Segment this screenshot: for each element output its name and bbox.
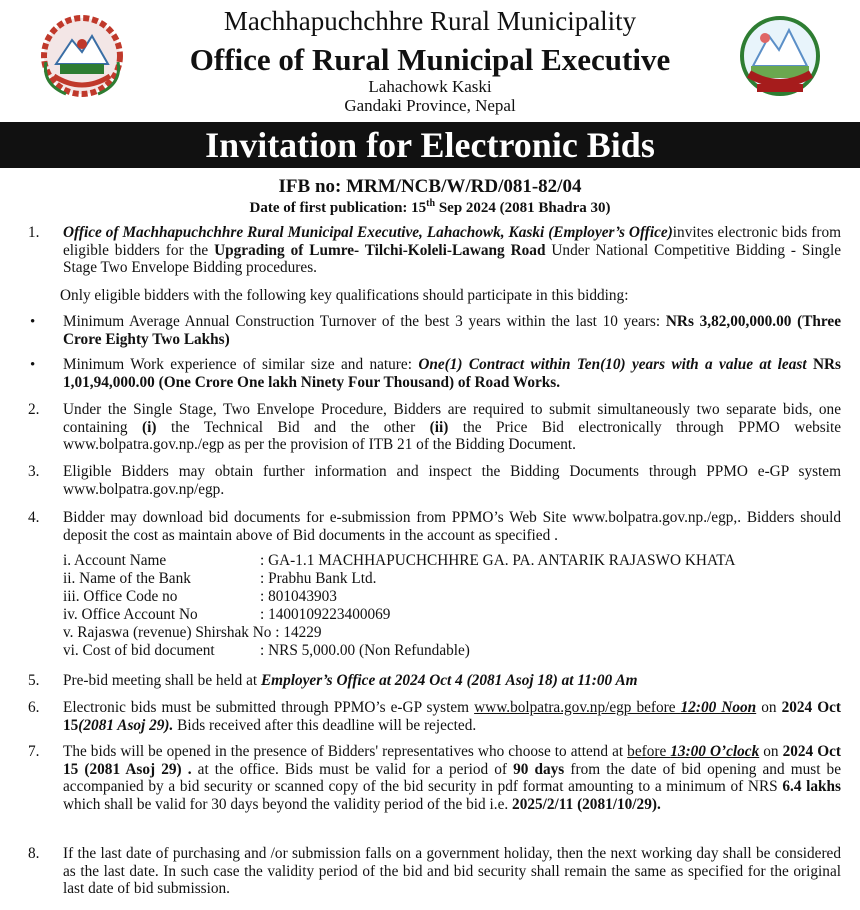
item-3-text: Eligible Bidders may obtain further information and inspect the Bidding Documents through PPMO e-GP system www.bolpatra.gov.np/egp.: [63, 463, 841, 498]
item-7-text: The bids will be opened in the presence of Bidders' representatives who choose to attend at before 13:00 O’clock on 2024 Oct 15 (2081 Asoj 29) . at the office. Bids must be valid for a period of 90 days from the date of bid opening and must be accompanied by a bid security or scanned copy of the bid security in pdf format amounting to a minimum of NRS 6.4 lakhs which shall be valid for 30 days beyond the validity period of the bid i.e. 2025/2/11 (2081/10/29).: [63, 743, 842, 813]
office-location: Lahachowk Kaski: [368, 77, 492, 96]
qualification-experience: Minimum Work experience of similar size and nature: One(1) Contract within Ten(10) years with a value at least NRs 1,01,94,000.00 (One Crore One lakh Ninety Four Thousand) of Road Works.: [63, 356, 841, 391]
document-header: [0, 0, 860, 118]
item-number: 8.: [28, 845, 40, 862]
item-5-text: Pre-bid meeting shall be held at Employer’s Office at 2024 Oct 4 (2081 Asoj 18) at 11:00 Am: [63, 672, 638, 689]
item-6-text: Electronic bids must be submitted through PPMO’s e-GP system www.bolpatra.gov.np/egp before 12:00 Noon on 2024 Oct 15(2081 Asoj 29). Bids received after this deadline will be rejected.: [63, 699, 841, 734]
bullet-icon: •: [30, 357, 36, 373]
publication-date: Date of first publication: 15th Sep 2024 (2081 Bhadra 30): [249, 198, 611, 216]
item-number: 3.: [28, 463, 40, 480]
bid-banner: Invitation for Electronic Bids: [0, 122, 860, 168]
ifb-number: IFB no: MRM/NCB/W/RD/081-82/04: [278, 176, 582, 197]
item-1-text: Office of Machhapuchchhre Rural Municipal Executive, Lahachowk, Kaski (Employer’s Office)invites electronic bids from eligible bidders for the Upgrading of Lumre- Tilchi-Koleli-Lawang Road Under National Competitive Bidding - Single Stage Two Envelope Bidding procedures.: [63, 224, 841, 277]
item-number: 7.: [28, 743, 40, 760]
item-number: 6.: [28, 699, 40, 716]
item-number: 1.: [28, 224, 40, 241]
item-number: 2.: [28, 401, 40, 418]
qualification-turnover: Minimum Average Annual Construction Turnover of the best 3 years within the last 10 years: NRs 3,82,00,000.00 (Three Crore Eighty Two Lakhs): [63, 313, 842, 348]
municipality-name: Machhapuchchhre Rural Municipality: [223, 6, 637, 36]
bullet-icon: •: [30, 314, 36, 330]
item-4-text: Bidder may download bid documents for e-submission from PPMO’s Web Site www.bolpatra.gov.np./egp,. Bidders should deposit the cost as maintain above of Bid documents in the account as specified .: [63, 509, 841, 544]
item-number: 5.: [28, 672, 40, 689]
office-name: Office of Rural Municipal Executive: [189, 42, 671, 77]
item-number: 4.: [28, 509, 40, 526]
item-2-text: Under the Single Stage, Two Envelope Procedure, Bidders are required to submit simultaneously two separate bids, one containing (i) the Technical Bid and the other (ii) the Price Bid electronically through PPMO website www.bolpatra.gov.np./egp as per the provision of ITB 21 of the Bidding Document.: [63, 401, 842, 454]
item-8-text: If the last date of purchasing and /or submission falls on a government holiday, then the next working day shall be considered as the last date. In such case the validity period of the bid and bid security shall remain the same as specified for the original last date of bid submission.: [63, 845, 841, 898]
office-province: Gandaki Province, Nepal: [344, 96, 516, 115]
eligibility-intro: Only eligible bidders with the following key qualifications should participate in this bidding:: [60, 287, 629, 304]
municipality-logo-icon: [735, 14, 825, 102]
